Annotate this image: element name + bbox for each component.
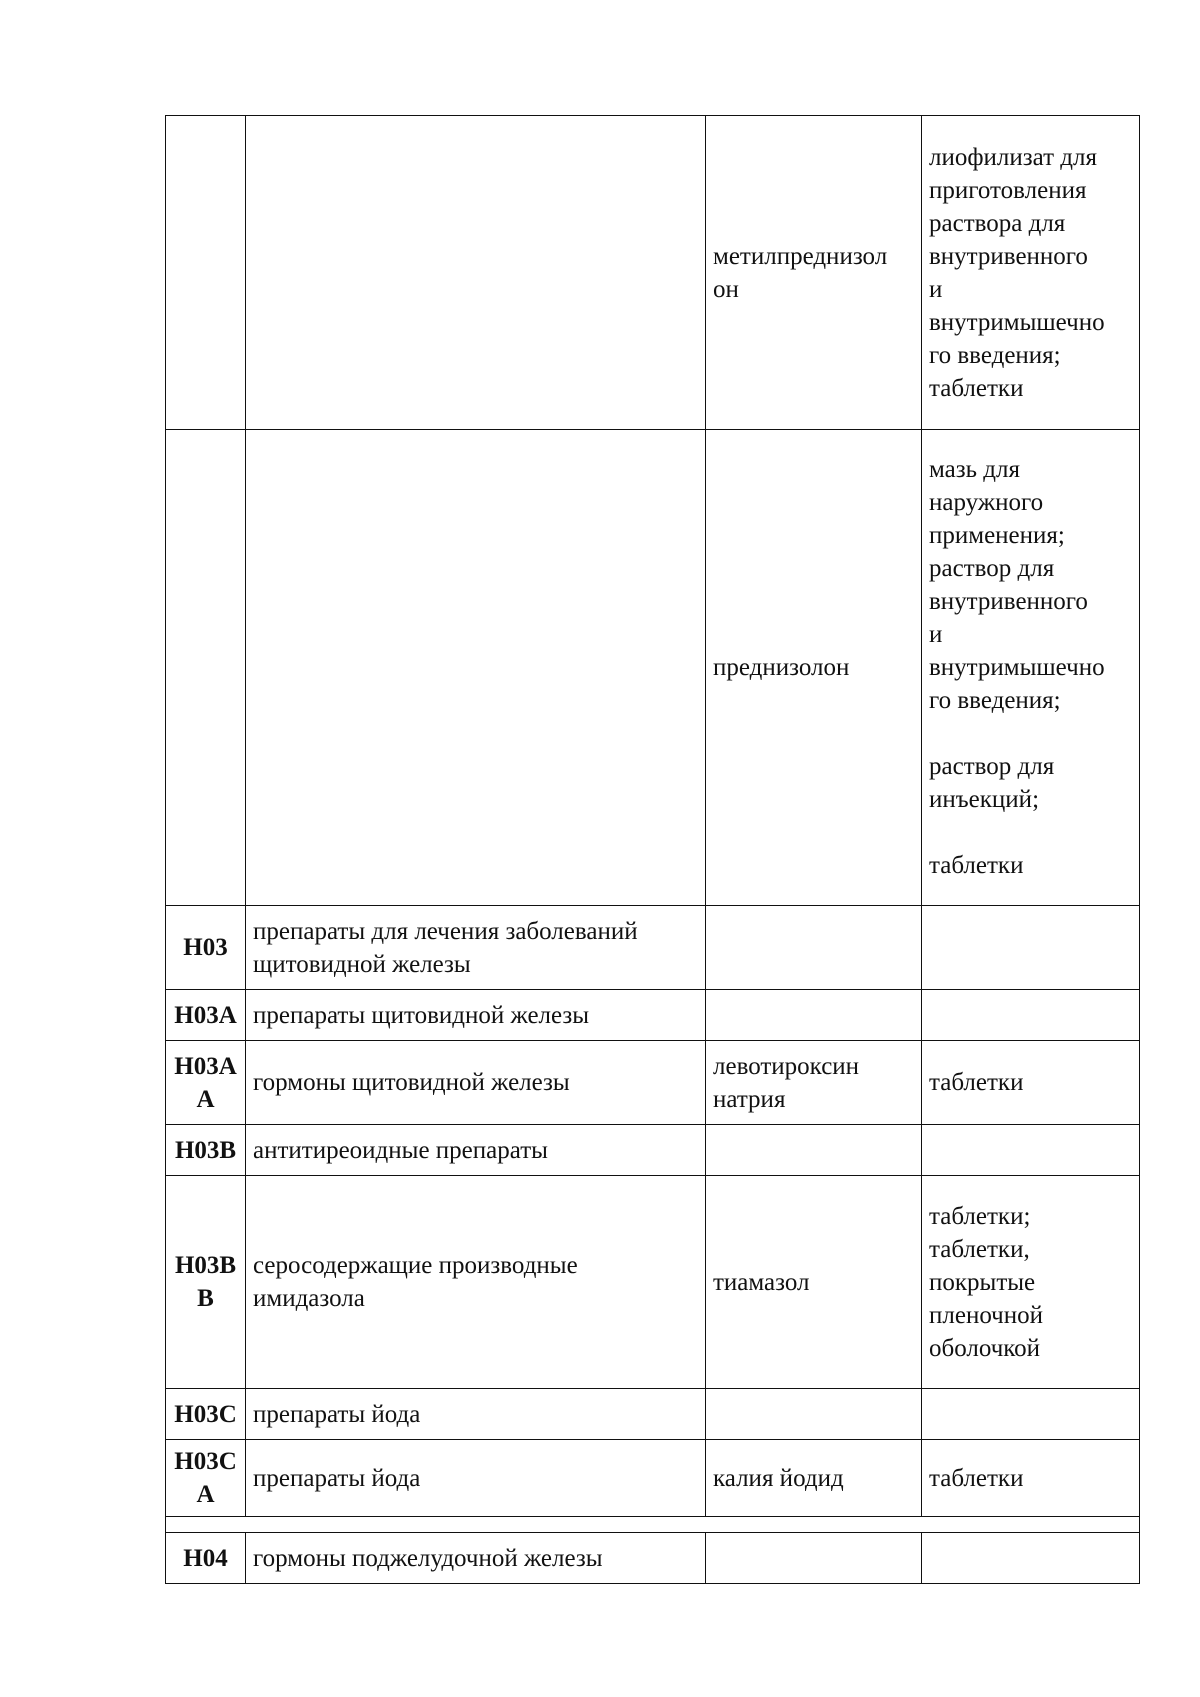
dosage-form-cell: мазь для наружного применения; раствор для внутривенного и внутримышечно го введения; раствор для инъекций; таблетки (922, 430, 1140, 906)
dosage-form-cell (922, 1125, 1140, 1176)
table-row (166, 1041, 1140, 1125)
group-name-cell: антитиреоидные препараты (246, 1125, 706, 1176)
drug-name-cell (706, 906, 922, 990)
table-row (166, 906, 1140, 990)
dosage-form-cell: таблетки; таблетки, покрытые пленочной оболочкой (922, 1176, 1140, 1389)
atc-code-cell (166, 430, 246, 906)
dosage-form-cell: лиофилизат для приготовления раствора для внутривенного и внутримышечно го введения; таблетки (922, 116, 1140, 430)
table-row (166, 1125, 1140, 1176)
atc-code-cell: H03BB (166, 1176, 246, 1389)
group-name-cell: гормоны поджелудочной железы (246, 1533, 706, 1584)
atc-code-cell: H04 (166, 1533, 246, 1584)
dosage-form-cell (922, 906, 1140, 990)
drug-name-cell: метилпреднизол он (706, 116, 922, 430)
table-row (166, 1389, 1140, 1440)
group-name-cell: препараты йода (246, 1440, 706, 1517)
drug-name-cell: преднизолон (706, 430, 922, 906)
atc-drug-table (165, 115, 1140, 1584)
drug-name-cell: тиамазол (706, 1176, 922, 1389)
table-row (166, 1176, 1140, 1389)
dosage-form-cell (922, 1533, 1140, 1584)
spacer-cell (166, 1517, 1140, 1533)
group-name-cell: препараты щитовидной железы (246, 990, 706, 1041)
drug-name-cell (706, 990, 922, 1041)
group-name-cell: гормоны щитовидной железы (246, 1041, 706, 1125)
drug-name-cell (706, 1533, 922, 1584)
dosage-form-cell: таблетки (922, 1440, 1140, 1517)
atc-code-cell: H03C (166, 1389, 246, 1440)
atc-code-cell (166, 116, 246, 430)
table-row (166, 430, 1140, 906)
atc-code-cell: H03 (166, 906, 246, 990)
drug-name-cell: левотироксин натрия (706, 1041, 922, 1125)
drug-name-cell (706, 1125, 922, 1176)
table-spacer-row (166, 1517, 1140, 1533)
dosage-form-cell: таблетки (922, 1041, 1140, 1125)
group-name-cell (246, 116, 706, 430)
group-name-cell: препараты для лечения заболеваний щитовидной железы (246, 906, 706, 990)
group-name-cell (246, 430, 706, 906)
group-name-cell: серосодержащие производные имидазола (246, 1176, 706, 1389)
atc-code-cell: H03A (166, 990, 246, 1041)
atc-code-cell: H03C A (166, 1440, 246, 1517)
dosage-form-cell (922, 990, 1140, 1041)
drug-name-cell: калия йодид (706, 1440, 922, 1517)
table-row (166, 1533, 1140, 1584)
group-name-cell: препараты йода (246, 1389, 706, 1440)
atc-code-cell: H03A A (166, 1041, 246, 1125)
table-row (166, 1440, 1140, 1517)
dosage-form-cell (922, 1389, 1140, 1440)
table-row (166, 990, 1140, 1041)
drug-name-cell (706, 1389, 922, 1440)
atc-code-cell: H03B (166, 1125, 246, 1176)
table-row (166, 116, 1140, 430)
